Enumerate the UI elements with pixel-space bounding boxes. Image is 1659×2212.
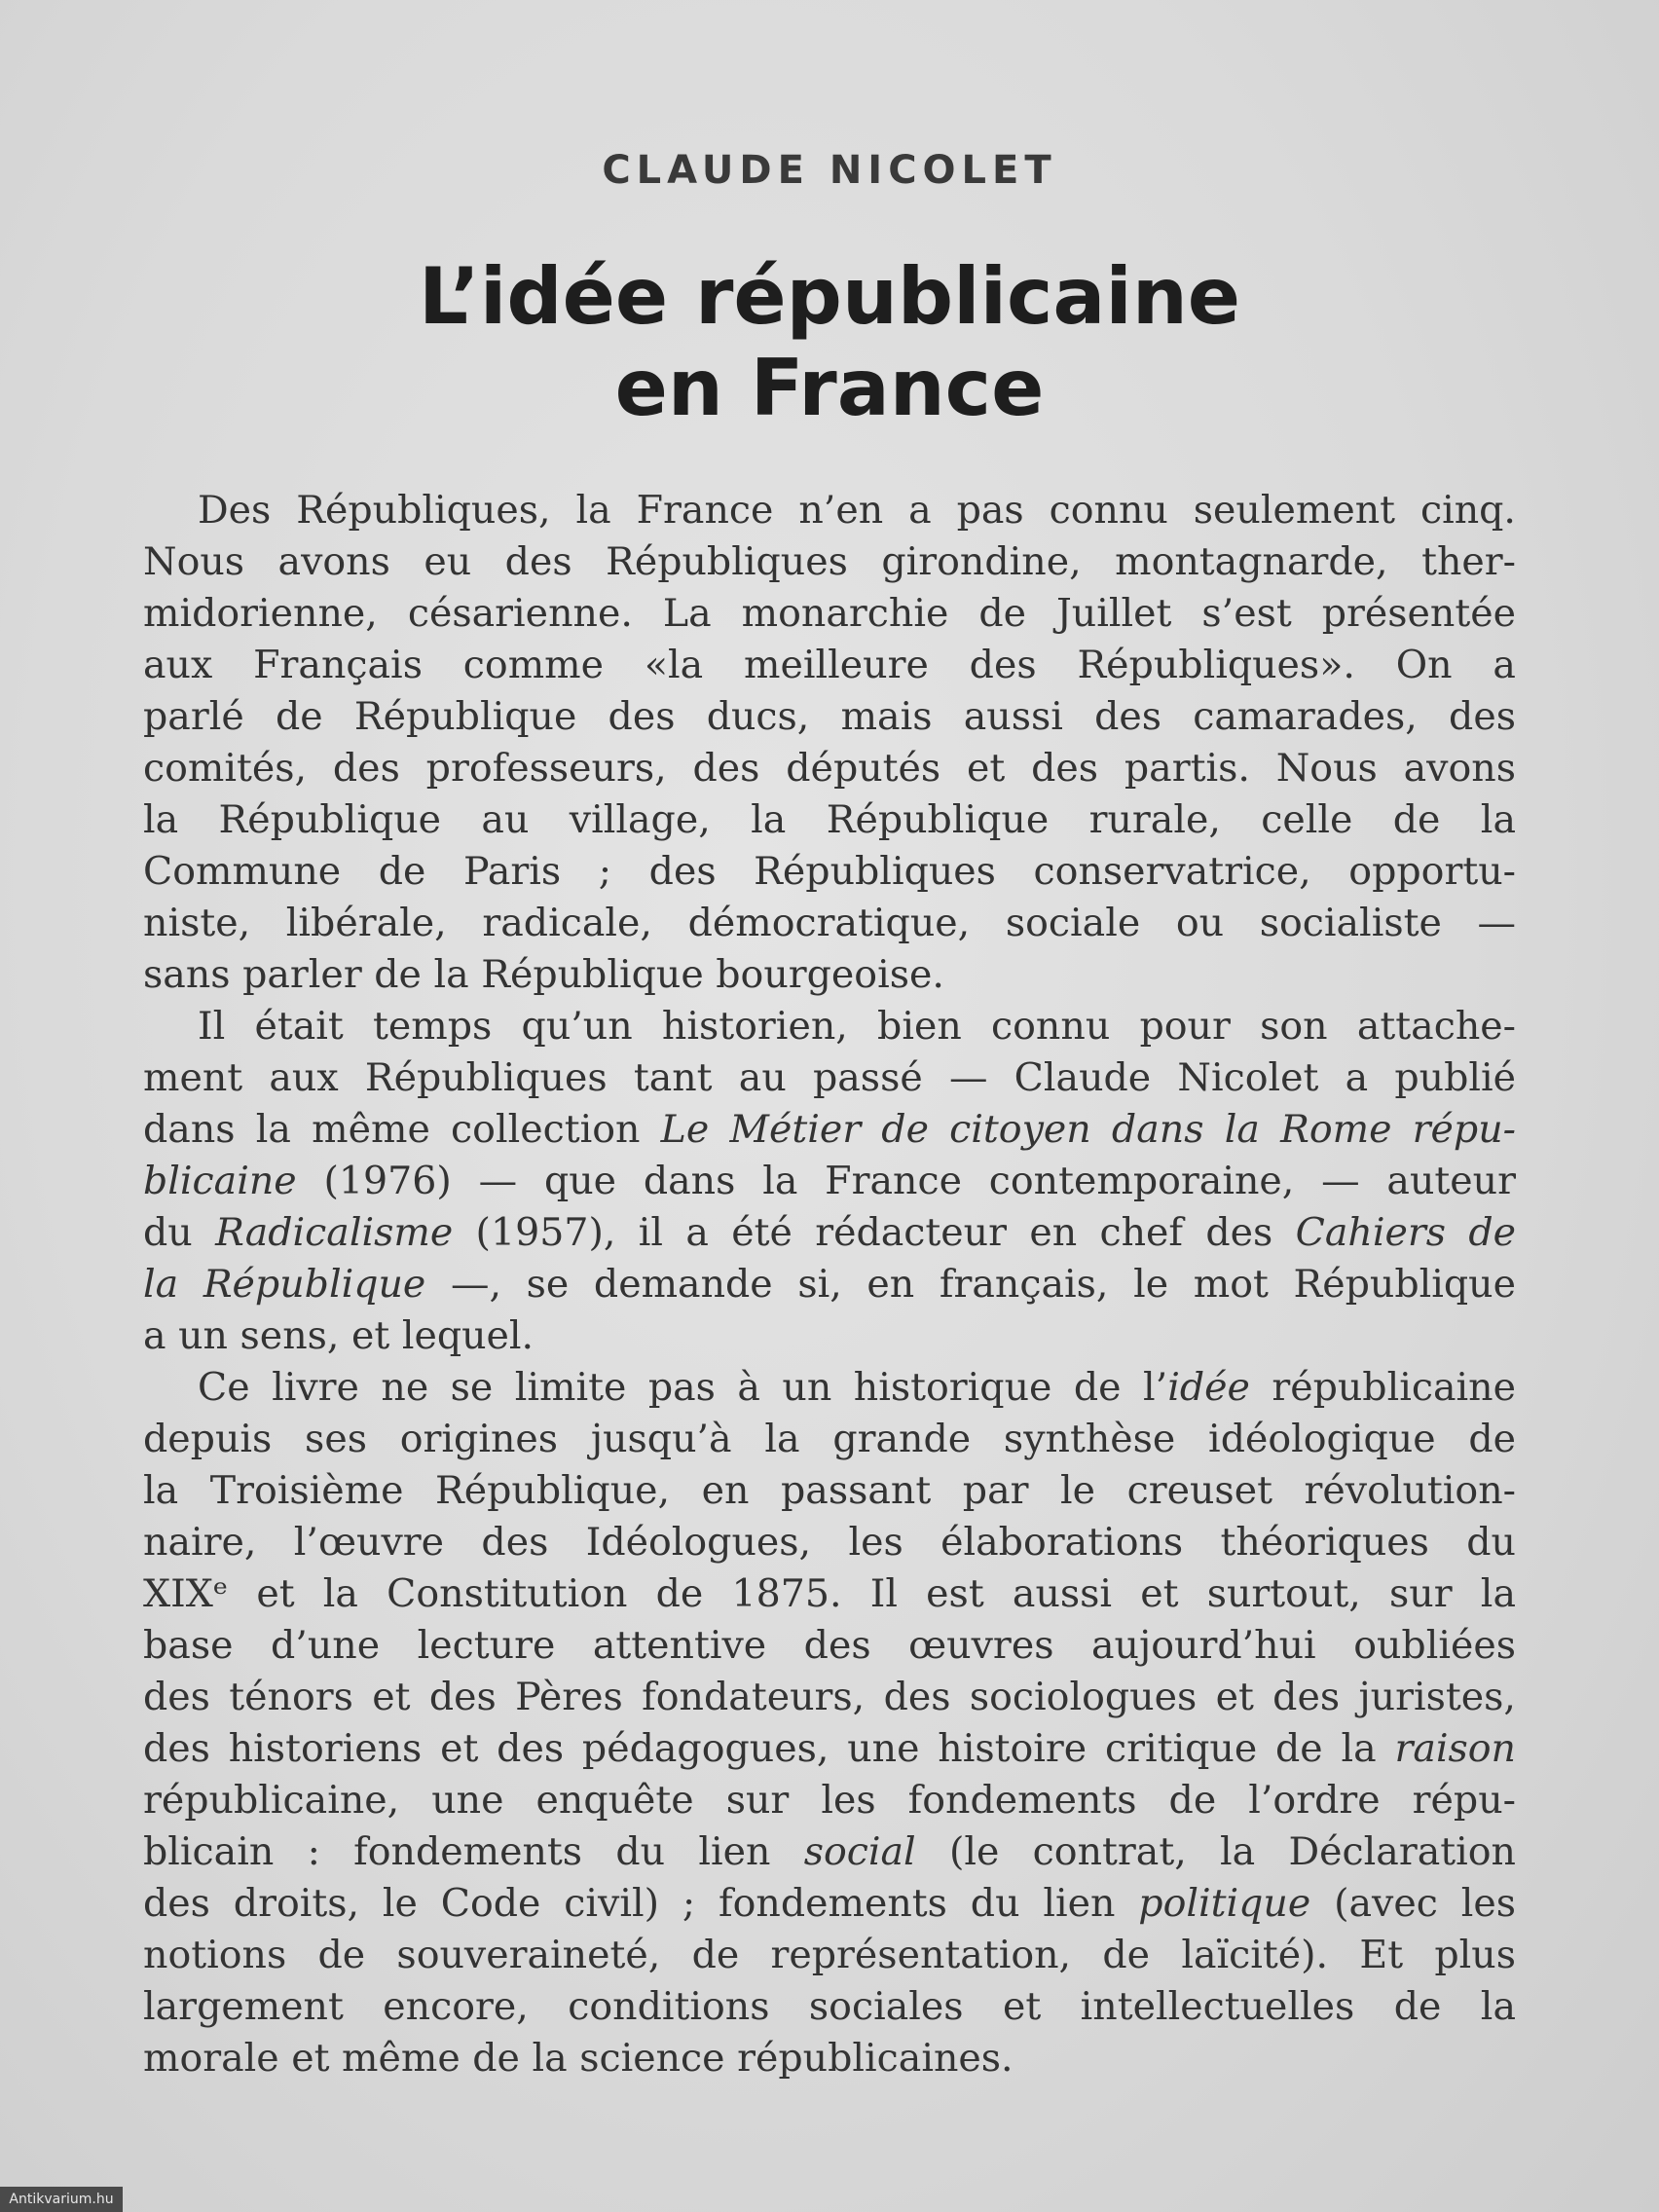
text-line [143,898,1516,949]
text-segment: Ce livre ne se limite pas à un historique de l’ [198,1365,1168,1410]
text-segment: XIXᵉ et la Constitution de 1875. Il est aussi et surtout, sur la [143,1571,1516,1616]
italic-text: Cahiers de [1295,1210,1517,1255]
text-segment: aux Français comme «la meilleure des Républiques». On a [143,643,1516,687]
book-title [0,251,1659,434]
italic-text: blicaine [143,1159,297,1203]
text-line [143,846,1516,898]
text-line [143,1568,1516,1620]
text-segment: —, se demande si, en français, le mot République [425,1262,1516,1307]
text-segment: Nous avons eu des Républiques girondine, montagnarde, ther- [143,539,1516,584]
text-line [143,794,1516,846]
text-segment: base d’une lecture attentive des œuvres aujourd’hui oubliées [143,1623,1516,1668]
text-line [143,1517,1516,1568]
text-line [143,1156,1516,1207]
text-line [143,949,1516,1001]
text-segment: (1957), il a été rédacteur en chef des [453,1210,1296,1255]
italic-text: la République [143,1262,426,1307]
text-segment: parlé de République des ducs, mais aussi des camarades, des [143,694,1516,739]
text-line [143,1878,1516,1930]
text-line [143,588,1516,640]
text-segment: des ténors et des Pères fondateurs, des sociologues et des juristes, [143,1675,1516,1719]
text-segment: (1976) — que dans la France contemporaine, — auteur [296,1159,1516,1203]
text-segment: dans la même collection [143,1107,661,1152]
text-segment: blicain : fondements du lien [143,1829,804,1874]
text-line [143,536,1516,588]
text-line [143,1104,1516,1156]
text-segment: (avec les [1310,1881,1516,1926]
text-line [143,1930,1516,1981]
text-segment: morale et même de la science républicaines. [143,2036,1014,2081]
text-segment: midorienne, césarienne. La monarchie de Juillet s’est présentée [143,591,1516,636]
body-text [143,485,1516,2084]
watermark: Antikvarium.hu [0,2187,123,2212]
text-line [143,1207,1516,1259]
text-line [143,1414,1516,1465]
text-line [143,1310,1516,1362]
paragraph [143,1001,1516,1362]
text-line [143,1775,1516,1826]
text-line [143,1620,1516,1672]
text-line [143,1001,1516,1052]
text-segment: républicaine [1249,1365,1516,1410]
text-line [143,1672,1516,1723]
text-segment: depuis ses origines jusqu’à la grande synthèse idéologique de [143,1417,1516,1461]
text-segment: Des Républiques, la France n’en a pas connu seulement cinq. [198,488,1516,533]
text-segment: comités, des professeurs, des députés et des partis. Nous avons [143,746,1516,791]
text-line [143,1723,1516,1775]
title-line-2: en France [614,343,1045,433]
title-line-1: L’idée républicaine [418,251,1241,342]
text-segment: républicaine, une enquête sur les fondements de l’ordre répu- [143,1778,1516,1823]
italic-text: social [803,1829,916,1874]
text-segment: niste, libérale, radicale, démocratique, sociale ou socialiste — [143,901,1516,945]
text-segment: largement encore, conditions sociales et intellectuelles de la [143,1984,1516,2029]
italic-text: politique [1138,1881,1311,1926]
text-line [143,1362,1516,1414]
text-segment: des droits, le Code civil) ; fondements du lien [143,1881,1139,1926]
text-segment: la Troisième République, en passant par le creuset révolution- [143,1468,1516,1513]
text-segment: naire, l’œuvre des Idéologues, les élaborations théoriques du [143,1520,1516,1565]
text-line [143,1052,1516,1104]
text-segment: du [143,1210,216,1255]
italic-text: idée [1167,1365,1250,1410]
text-segment: Commune de Paris ; des Républiques conservatrice, opportu- [143,849,1516,894]
text-line [143,640,1516,691]
text-line [143,691,1516,743]
text-segment: Il était temps qu’un historien, bien connu pour son attache- [198,1004,1516,1049]
italic-text: Radicalisme [215,1210,454,1255]
text-line [143,1259,1516,1310]
text-segment: a un sens, et lequel. [143,1313,535,1358]
paragraph [143,1362,1516,2084]
author-name: CLAUDE NICOLET [602,148,1057,193]
text-segment: la République au village, la République rurale, celle de la [143,797,1516,842]
text-line [143,2033,1516,2084]
paragraph [143,485,1516,1001]
text-segment: (le contrat, la Déclaration [915,1829,1516,1874]
text-segment: sans parler de la République bourgeoise. [143,952,944,997]
italic-text: raison [1394,1726,1516,1771]
text-segment: notions de souveraineté, de représentation, de laïcité). Et plus [143,1933,1516,1977]
text-line [143,485,1516,536]
text-line [143,1465,1516,1517]
text-segment: ment aux Républiques tant au passé — Claude Nicolet a publié [143,1055,1516,1100]
text-line [143,1826,1516,1878]
italic-text: Le Métier de citoyen dans la Rome répu- [660,1107,1517,1152]
text-line [143,743,1516,794]
text-segment: des historiens et des pédagogues, une histoire critique de la [143,1726,1395,1771]
text-line [143,1981,1516,2033]
